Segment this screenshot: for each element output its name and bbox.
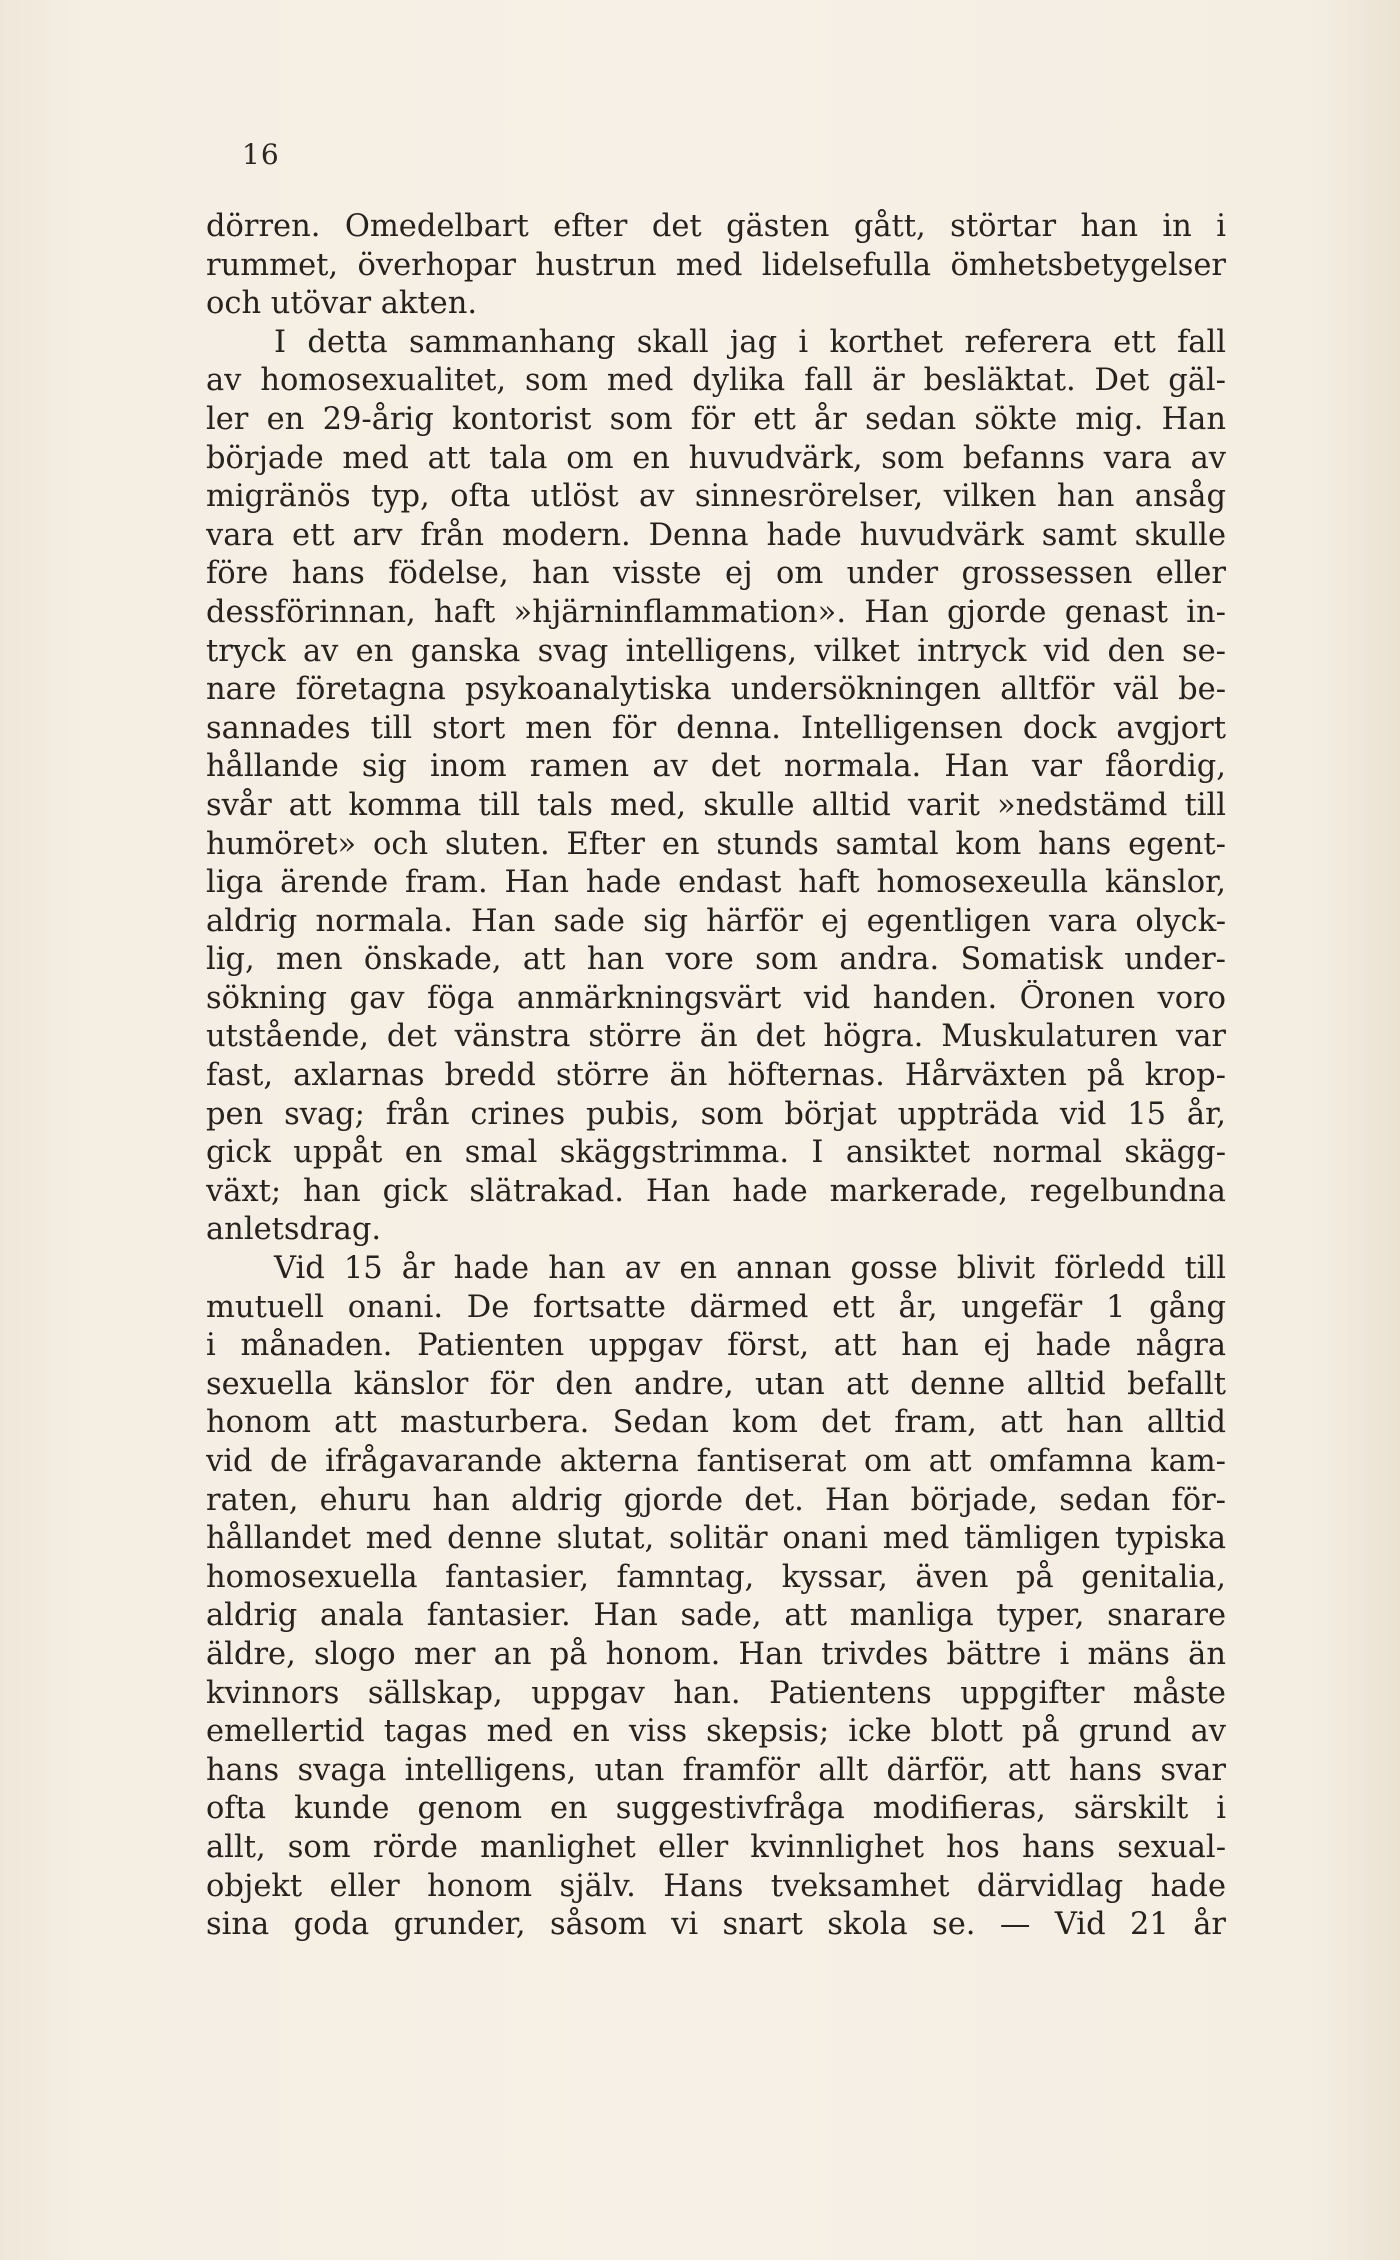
text-line: utstående, det vänstra större än det högra. Muskulaturen var — [206, 1019, 1226, 1055]
text-line: sökning gav föga anmärkningsvärt vid handen. Öronen voro — [206, 980, 1226, 1016]
text-line: liga ärende fram. Han hade endast haft homosexeulla känslor, — [206, 865, 1226, 901]
body-text — [206, 208, 1226, 1945]
text-line: sexuella känslor för den andre, utan att denne alltid befallt — [206, 1366, 1226, 1402]
text-line: hållandet med denne slutat, solitär onani med tämligen typiska — [206, 1521, 1226, 1557]
text-line: sina goda grunder, såsom vi snart skola se. — Vid 21 år — [206, 1907, 1226, 1943]
text-line: hans svaga intelligens, utan framför allt därför, att hans svar — [206, 1752, 1226, 1788]
text-line: anletsdrag. — [206, 1212, 382, 1248]
text-line: rummet, överhopar hustrun med lidelsefulla ömhetsbetygelser — [206, 247, 1226, 283]
text-line: svår att komma till tals med, skulle alltid varit »nedstämd till — [206, 787, 1226, 823]
text-line: hållande sig inom ramen av det normala. Han var fåordig, — [206, 749, 1226, 785]
text-line: aldrig normala. Han sade sig härför ej egentligen vara olyck- — [206, 903, 1226, 939]
text-line: raten, ehuru han aldrig gjorde det. Han började, sedan för- — [206, 1482, 1226, 1518]
text-line: gick uppåt en smal skäggstrimma. I ansiktet normal skägg- — [206, 1135, 1226, 1171]
text-line: emellertid tagas med en viss skepsis; icke blott på grund av — [206, 1714, 1226, 1750]
text-line: aldrig anala fantasier. Han sade, att manliga typer, snarare — [206, 1598, 1226, 1634]
text-line: sannades till stort men för denna. Intelligensen dock avgjort — [206, 710, 1226, 746]
text-line: började med att tala om en huvudvärk, som befanns vara av — [206, 440, 1226, 476]
text-line: kvinnors sällskap, uppgav han. Patientens uppgifter måste — [206, 1675, 1226, 1711]
text-line: migränös typ, ofta utlöst av sinnesrörelser, vilken han ansåg — [206, 479, 1226, 515]
text-line: ler en 29-årig kontorist som för ett år sedan sökte mig. Han — [206, 401, 1226, 437]
text-line: objekt eller honom själv. Hans tveksamhet därvidlag hade — [206, 1868, 1226, 1904]
text-line: mutuell onani. De fortsatte därmed ett år, ungefär 1 gång — [206, 1289, 1226, 1325]
text-line: humöret» och sluten. Efter en stunds samtal kom hans egent- — [206, 826, 1226, 862]
text-line: växt; han gick slätrakad. Han hade markerade, regelbundna — [206, 1173, 1226, 1209]
text-line: och utövar akten. — [206, 286, 478, 322]
text-line: honom att masturbera. Sedan kom det fram, att han alltid — [206, 1405, 1226, 1441]
text-line: homosexuella fantasier, famntag, kyssar, även på genitalia, — [206, 1559, 1226, 1595]
text-line: i månaden. Patienten uppgav först, att han ej hade några — [206, 1328, 1226, 1364]
text-line: ofta kunde genom en suggestivfråga modifieras, särskilt i — [206, 1791, 1226, 1827]
text-line: av homosexualitet, som med dylika fall är besläktat. Det gäl- — [206, 363, 1226, 399]
text-line: pen svag; från crines pubis, som börjat uppträda vid 15 år, — [206, 1096, 1226, 1132]
text-line: dessförinnan, haft »hjärninflammation». Han gjorde genast in- — [206, 594, 1226, 630]
text-line: vara ett arv från modern. Denna hade huvudvärk samt skulle — [206, 517, 1226, 553]
page-number: 16 — [242, 138, 280, 171]
text-line: vid de ifrågavarande akterna fantiserat om att omfamna kam- — [206, 1444, 1226, 1479]
text-line: nare företagna psykoanalytiska undersökningen alltför väl be- — [206, 672, 1226, 708]
text-line: fast, axlarnas bredd större än höfternas. Hårväxten på krop- — [206, 1058, 1226, 1094]
text-line: före hans födelse, han visste ej om under grossessen eller — [206, 556, 1226, 592]
text-line: lig, men önskade, att han vore som andra. Somatisk under- — [206, 942, 1226, 978]
text-line: I detta sammanhang skall jag i korthet referera ett fall — [274, 324, 1226, 360]
text-line: allt, som rörde manlighet eller kvinnlighet hos hans sexual- — [206, 1829, 1226, 1865]
text-line: tryck av en ganska svag intelligens, vilket intryck vid den se- — [206, 633, 1226, 669]
text-line: dörren. Omedelbart efter det gästen gått, störtar han in i — [206, 209, 1226, 244]
text-line: Vid 15 år hade han av en annan gosse blivit förledd till — [274, 1251, 1226, 1287]
text-line: äldre, slogo mer an på honom. Han trivdes bättre i mäns än — [206, 1636, 1226, 1672]
